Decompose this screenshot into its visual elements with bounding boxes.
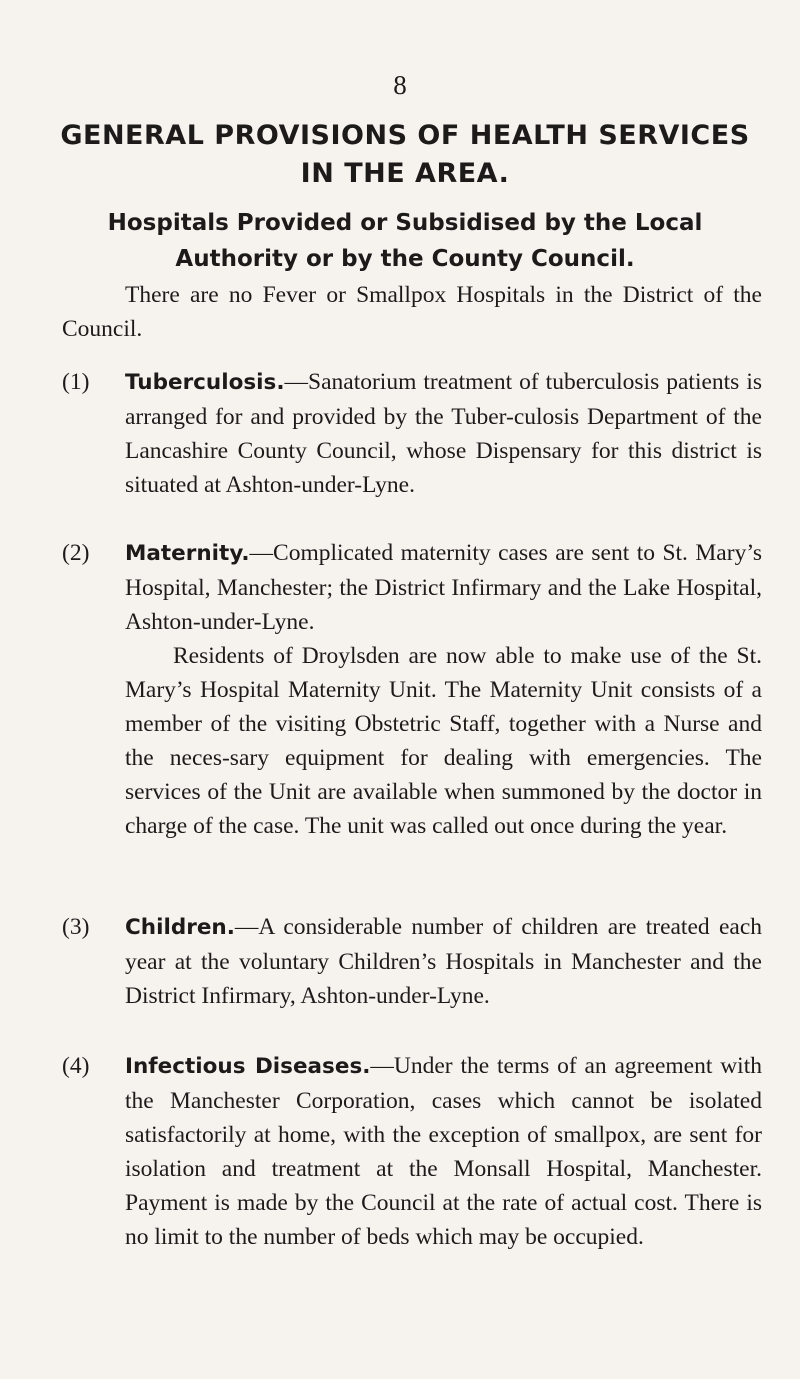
section-heading: Maternity. [125,541,250,566]
intro-paragraph: There are no Fever or Smallpox Hospitals in the District of the Council. [62,282,762,342]
section-text: —Under the terms of an agreement with the Manchester Corporation, cases which cannot be isolated satisfactorily at home, with the exception of smallpox, are sent for isolation and treatment at the Monsall Hospital, Manchester. Payment is made by the Council at the rate of actual cost. There is no limit to the number of beds which may be occupied. [125,1053,762,1250]
section-paragraph-2: Residents of Droylsden are now able to make use of the St. Mary’s Hospital Maternity Unit. The Maternity Unit consists of a member of the visiting Obstetric Staff, together with a Nurse and the neces-sary equipment for dealing with emergencies. The services of the Unit are available when summoned by the doctor in charge of the case. The unit was called out once during the year. [125,643,762,839]
section-body [125,1049,762,1254]
section-heading: Tuberculosis. [125,370,285,395]
section-body [125,910,762,1013]
section-text: —Sanatorium treatment of tuberculosis patients is arranged for and provided by the Tuber-culosis Department of the Lancashire County Council, whose Dispensary for this district is situated at Ashton-under-Lyne. [125,369,762,498]
section-infectious-diseases [62,1049,762,1254]
section-body [125,536,762,639]
section-heading: Children. [125,915,235,940]
section-text: —A considerable number of children are treated each year at the voluntary Children’s Hospitals in Manchester and the District Infirmary, Ashton-under-Lyne. [125,914,762,1009]
section-number: (4) [62,1053,90,1079]
section-heading: Infectious Diseases. [125,1054,371,1079]
section-subtitle: Hospitals Provided or Subsidised by the Local Authority or by the County Council. [107,210,703,272]
section-number: (1) [62,369,90,395]
section-children [62,910,762,1013]
section-number: (3) [62,914,90,940]
section-body [125,365,762,502]
page-number: 8 [393,70,407,100]
section-number: (2) [62,540,90,566]
section-text: —Complicated maternity cases are sent to St. Mary’s Hospital, Manchester; the District Infirmary and the Lake Hospital, Ashton-under-Lyne. [125,540,762,635]
section-maternity [62,536,762,843]
section-tuberculosis [62,365,762,502]
page-title: GENERAL PROVISIONS OF HEALTH SERVICES IN THE AREA. [60,120,750,189]
